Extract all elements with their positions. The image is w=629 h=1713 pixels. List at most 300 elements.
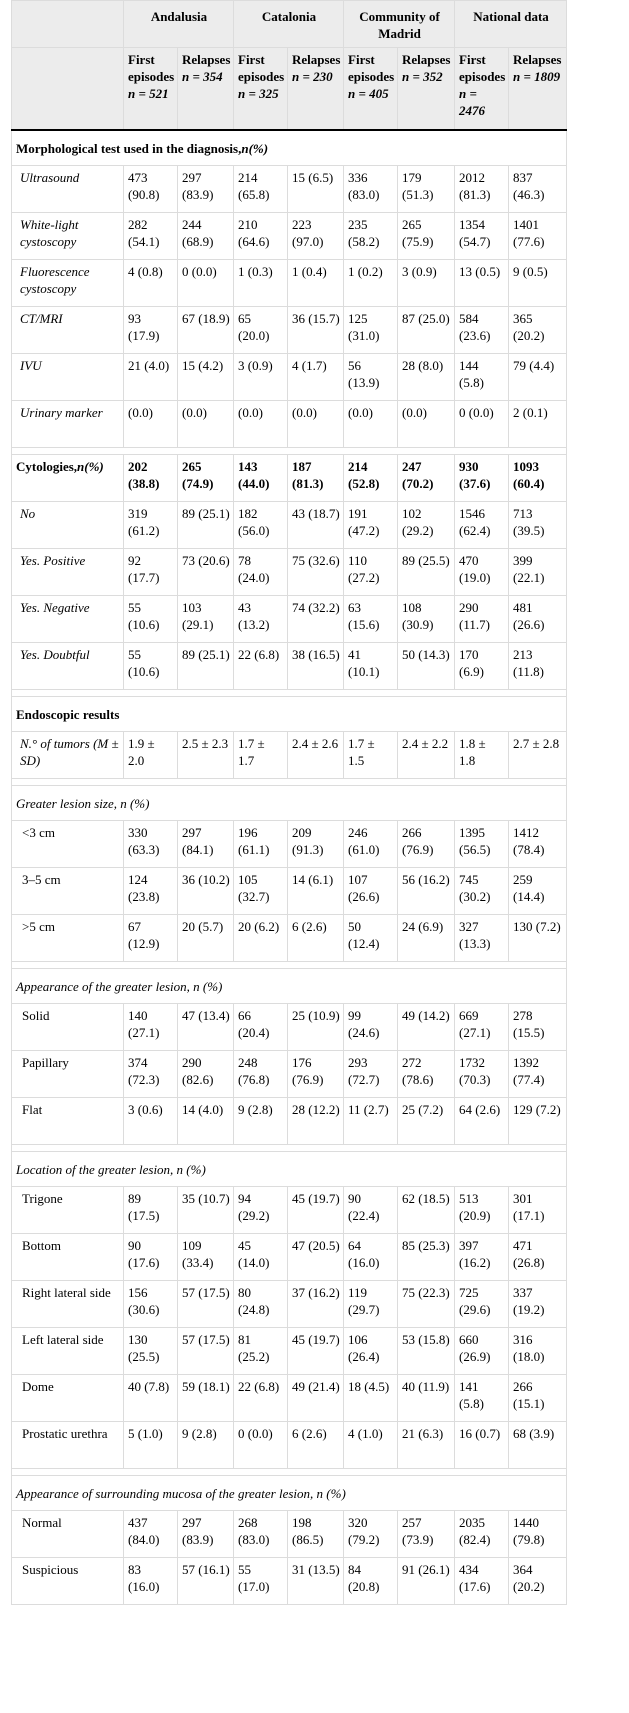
table-cell: 290 (82.6) [178, 1051, 234, 1098]
table-cell: 669 (27.1) [455, 1004, 509, 1051]
table-cell: 2012 (81.3) [455, 166, 509, 213]
table-cell: 3 (0.6) [124, 1098, 178, 1145]
table-cell: 64 (2.6) [455, 1098, 509, 1145]
table-cell: 0 (0.0) [178, 260, 234, 307]
subheader-count: n = 230 [292, 69, 333, 84]
table-cell: 316 (18.0) [509, 1328, 567, 1375]
row-label: Suspicious [12, 1558, 124, 1605]
table-cell: 247 (70.2) [398, 455, 455, 502]
table-cell: 1.8 ± 1.8 [455, 732, 509, 779]
table-cell: 265 (75.9) [398, 213, 455, 260]
subheader-group: Relapses [182, 52, 231, 67]
table-cell: 235 (58.2) [344, 213, 398, 260]
table-cell: 1 (0.2) [344, 260, 398, 307]
table-cell: 67 (12.9) [124, 915, 178, 962]
table-cell: 89 (17.5) [124, 1187, 178, 1234]
table-cell: 89 (25.1) [178, 643, 234, 690]
table-cell: 2.5 ± 2.3 [178, 732, 234, 779]
table-cell: 43 (18.7) [288, 502, 344, 549]
section-label-unit: n(%) [241, 141, 269, 156]
table-cell: 21 (4.0) [124, 354, 178, 401]
subsection-header-row [12, 786, 567, 821]
table-cell: 437 (84.0) [124, 1511, 178, 1558]
table-cell: 297 (83.9) [178, 1511, 234, 1558]
table-cell: 214 (65.8) [234, 166, 288, 213]
table-row [12, 260, 567, 307]
table-cell: 15 (6.5) [288, 166, 344, 213]
table-cell: 11 (2.7) [344, 1098, 398, 1145]
subsection-header-row [12, 1152, 567, 1187]
table-cell: 584 (23.6) [455, 307, 509, 354]
table-cell: 37 (16.2) [288, 1281, 344, 1328]
table-cell: 143 (44.0) [234, 455, 288, 502]
region-header-andalusia: Andalusia [124, 1, 234, 48]
subsection-header-row [12, 1476, 567, 1511]
row-label: White-light cystoscopy [12, 213, 124, 260]
table-cell: 13 (0.5) [455, 260, 509, 307]
table-cell: 364 (20.2) [509, 1558, 567, 1605]
table-row [12, 596, 567, 643]
table-cell: 272 (78.6) [398, 1051, 455, 1098]
table-cell: 57 (17.5) [178, 1328, 234, 1375]
table-row [12, 1051, 567, 1098]
table-cell: 1093 (60.4) [509, 455, 567, 502]
table-cell: 28 (8.0) [398, 354, 455, 401]
table-cell: 2.4 ± 2.2 [398, 732, 455, 779]
table-cell: 327 (13.3) [455, 915, 509, 962]
table-cell: 330 (63.3) [124, 821, 178, 868]
section-label [12, 130, 567, 166]
table-cell: 471 (26.8) [509, 1234, 567, 1281]
section-label [12, 697, 567, 732]
table-cell: 89 (25.5) [398, 549, 455, 596]
table-cell: (0.0) [344, 401, 398, 448]
row-label: CT/MRI [12, 307, 124, 354]
table-cell: 55 (10.6) [124, 643, 178, 690]
subheader-group: Relapses [292, 52, 341, 67]
row-label: IVU [12, 354, 124, 401]
table-cell: 36 (15.7) [288, 307, 344, 354]
table-cell: 297 (84.1) [178, 821, 234, 868]
table-cell: 28 (12.2) [288, 1098, 344, 1145]
spacer-cell [12, 779, 567, 786]
table-cell: 365 (20.2) [509, 307, 567, 354]
table-cell: 1.9 ± 2.0 [124, 732, 178, 779]
table-cell: 94 (29.2) [234, 1187, 288, 1234]
table-cell: 0 (0.0) [455, 401, 509, 448]
spacer-row [12, 962, 567, 969]
header-blank-cell [12, 1, 124, 48]
table-cell: 297 (83.9) [178, 166, 234, 213]
table-cell: 14 (4.0) [178, 1098, 234, 1145]
table-cell: 55 (10.6) [124, 596, 178, 643]
row-label: Flat [12, 1098, 124, 1145]
table-header [12, 1, 567, 131]
table-cell: 196 (61.1) [234, 821, 288, 868]
table-row [12, 1375, 567, 1422]
table-cell: 75 (22.3) [398, 1281, 455, 1328]
table-cell: 397 (16.2) [455, 1234, 509, 1281]
row-label: 3–5 cm [12, 868, 124, 915]
table-cell: 191 (47.2) [344, 502, 398, 549]
table-cell: 214 (52.8) [344, 455, 398, 502]
table-row [12, 166, 567, 213]
section-header-row [12, 130, 567, 166]
table-cell: 45 (14.0) [234, 1234, 288, 1281]
table-cell: 73 (20.6) [178, 549, 234, 596]
subheader-count: n = 405 [348, 86, 389, 101]
table-cell: 20 (5.7) [178, 915, 234, 962]
subheader-cell [288, 48, 344, 131]
row-label: Urinary marker [12, 401, 124, 448]
table-cell: 1 (0.4) [288, 260, 344, 307]
table-cell: 66 (20.4) [234, 1004, 288, 1051]
section-label-text: Endoscopic results [16, 707, 120, 722]
table-cell: 301 (17.1) [509, 1187, 567, 1234]
table-cell: 57 (17.5) [178, 1281, 234, 1328]
region-header-row [12, 1, 567, 48]
table-row [12, 1187, 567, 1234]
subheader-count: n = 352 [402, 69, 443, 84]
table-row [12, 643, 567, 690]
table-cell: 56 (16.2) [398, 868, 455, 915]
table-cell: 399 (22.1) [509, 549, 567, 596]
table-cell: 198 (86.5) [288, 1511, 344, 1558]
table-cell: 49 (14.2) [398, 1004, 455, 1051]
table-cell: 130 (7.2) [509, 915, 567, 962]
table-cell: 36 (10.2) [178, 868, 234, 915]
row-label: Yes. Doubtful [12, 643, 124, 690]
table-cell: 20 (6.2) [234, 915, 288, 962]
subheader-cell [234, 48, 288, 131]
table-cell: 56 (13.9) [344, 354, 398, 401]
table-cell: 725 (29.6) [455, 1281, 509, 1328]
table-cell: 182 (56.0) [234, 502, 288, 549]
table-cell: 268 (83.0) [234, 1511, 288, 1558]
table-cell: 85 (25.3) [398, 1234, 455, 1281]
table-cell: 320 (79.2) [344, 1511, 398, 1558]
table-cell: 248 (76.8) [234, 1051, 288, 1098]
spacer-cell [12, 448, 567, 455]
table-cell: 90 (17.6) [124, 1234, 178, 1281]
table-cell: 6 (2.6) [288, 915, 344, 962]
subheader-cell [398, 48, 455, 131]
row-label: N.° of tumors (M ± SD) [12, 732, 124, 779]
table-cell: 55 (17.0) [234, 1558, 288, 1605]
subheader-count: n = 1809 [513, 69, 561, 84]
subheader-count: n = 2476 [459, 86, 486, 118]
table-cell: 91 (26.1) [398, 1558, 455, 1605]
table-cell: 63 (15.6) [344, 596, 398, 643]
row-label: Bottom [12, 1234, 124, 1281]
table-cell: 1546 (62.4) [455, 502, 509, 549]
row-label: Papillary [12, 1051, 124, 1098]
table-cell: 106 (26.4) [344, 1328, 398, 1375]
table-cell: 103 (29.1) [178, 596, 234, 643]
table-cell: 9 (2.8) [234, 1098, 288, 1145]
table-cell: 108 (30.9) [398, 596, 455, 643]
region-header-national: National data [455, 1, 567, 48]
spacer-row [12, 690, 567, 697]
table-row [12, 1328, 567, 1375]
subheader-count: n = 354 [182, 69, 223, 84]
spacer-cell [12, 1145, 567, 1152]
table-cell: 102 (29.2) [398, 502, 455, 549]
table-cell: 18 (4.5) [344, 1375, 398, 1422]
table-cell: 209 (91.3) [288, 821, 344, 868]
subsection-label: Greater lesion size, n (%) [12, 786, 567, 821]
table-cell: 5 (1.0) [124, 1422, 178, 1469]
section-label [12, 455, 124, 502]
table-cell: 45 (19.7) [288, 1328, 344, 1375]
table-cell: 3 (0.9) [398, 260, 455, 307]
table-cell: 481 (26.6) [509, 596, 567, 643]
table-cell: 1.7 ± 1.5 [344, 732, 398, 779]
table-cell: 1395 (56.5) [455, 821, 509, 868]
row-label: Yes. Positive [12, 549, 124, 596]
subheader-cell [178, 48, 234, 131]
table-cell: 141 (5.8) [455, 1375, 509, 1422]
table-cell: 434 (17.6) [455, 1558, 509, 1605]
table-cell: 59 (18.1) [178, 1375, 234, 1422]
table-cell: 246 (61.0) [344, 821, 398, 868]
table-cell: 187 (81.3) [288, 455, 344, 502]
table-cell: 210 (64.6) [234, 213, 288, 260]
row-label: Trigone [12, 1187, 124, 1234]
table-cell: 170 (6.9) [455, 643, 509, 690]
table-cell: 38 (16.5) [288, 643, 344, 690]
table-cell: 244 (68.9) [178, 213, 234, 260]
table-row [12, 821, 567, 868]
table-cell: 282 (54.1) [124, 213, 178, 260]
table-row [12, 549, 567, 596]
table-cell: 278 (15.5) [509, 1004, 567, 1051]
table-row [12, 732, 567, 779]
table-cell: 336 (83.0) [344, 166, 398, 213]
table-cell: 45 (19.7) [288, 1187, 344, 1234]
row-label: Right lateral side [12, 1281, 124, 1328]
table-cell: 65 (20.0) [234, 307, 288, 354]
table-cell: 64 (16.0) [344, 1234, 398, 1281]
table-cell: 109 (33.4) [178, 1234, 234, 1281]
table-cell: 50 (12.4) [344, 915, 398, 962]
table-cell: 1354 (54.7) [455, 213, 509, 260]
table-cell: 74 (32.2) [288, 596, 344, 643]
row-label: Fluorescence cystoscopy [12, 260, 124, 307]
table-cell: 2035 (82.4) [455, 1511, 509, 1558]
table-cell: 40 (11.9) [398, 1375, 455, 1422]
table-cell: 837 (46.3) [509, 166, 567, 213]
subsection-label: Appearance of surrounding mucosa of the greater lesion, n (%) [12, 1476, 567, 1511]
subheader-count: n = 325 [238, 86, 279, 101]
table-cell: 179 (51.3) [398, 166, 455, 213]
table-cell: 93 (17.9) [124, 307, 178, 354]
table-row [12, 1234, 567, 1281]
subsection-label: Appearance of the greater lesion, n (%) [12, 969, 567, 1004]
table-cell: 75 (32.6) [288, 549, 344, 596]
table-cell: 129 (7.2) [509, 1098, 567, 1145]
subheader-cell [455, 48, 509, 131]
table-cell: 16 (0.7) [455, 1422, 509, 1469]
table-cell: 24 (6.9) [398, 915, 455, 962]
table-row [12, 868, 567, 915]
table-cell: 374 (72.3) [124, 1051, 178, 1098]
table-cell: 90 (22.4) [344, 1187, 398, 1234]
table-cell: 4 (1.7) [288, 354, 344, 401]
subheader-blank-cell [12, 48, 124, 131]
region-header-madrid: Community of Madrid [344, 1, 455, 48]
table-body [12, 130, 567, 1605]
row-label: Yes. Negative [12, 596, 124, 643]
subheader-group: Relapses [513, 52, 562, 67]
spacer-cell [12, 690, 567, 697]
subsection-header-row [12, 969, 567, 1004]
section-label-unit: n(%) [77, 459, 104, 474]
table-cell: 1 (0.3) [234, 260, 288, 307]
table-cell: 89 (25.1) [178, 502, 234, 549]
table-row [12, 1004, 567, 1051]
table-row [12, 455, 567, 502]
row-label: Normal [12, 1511, 124, 1558]
table-cell: 513 (20.9) [455, 1187, 509, 1234]
table-cell: 21 (6.3) [398, 1422, 455, 1469]
table-cell: (0.0) [234, 401, 288, 448]
table-cell: 0 (0.0) [234, 1422, 288, 1469]
subheader-cell [509, 48, 567, 131]
spacer-row [12, 1145, 567, 1152]
table-cell: 223 (97.0) [288, 213, 344, 260]
table-cell: 2 (0.1) [509, 401, 567, 448]
spacer-cell [12, 962, 567, 969]
table-cell: 49 (21.4) [288, 1375, 344, 1422]
table-cell: 25 (7.2) [398, 1098, 455, 1145]
table-cell: 9 (0.5) [509, 260, 567, 307]
subheader-group: First episodes [459, 52, 506, 84]
table-cell: 105 (32.7) [234, 868, 288, 915]
table-cell: 119 (29.7) [344, 1281, 398, 1328]
table-cell: 81 (25.2) [234, 1328, 288, 1375]
table-cell: 473 (90.8) [124, 166, 178, 213]
table-cell: 1440 (79.8) [509, 1511, 567, 1558]
subheader-group: Relapses [402, 52, 451, 67]
table-row [12, 1511, 567, 1558]
table-cell: 266 (76.9) [398, 821, 455, 868]
table-cell: 290 (11.7) [455, 596, 509, 643]
table-cell: 470 (19.0) [455, 549, 509, 596]
spacer-row [12, 1469, 567, 1476]
table-row [12, 307, 567, 354]
table-cell: 22 (6.8) [234, 643, 288, 690]
table-cell: 713 (39.5) [509, 502, 567, 549]
table-cell: 22 (6.8) [234, 1375, 288, 1422]
table-cell: 1392 (77.4) [509, 1051, 567, 1098]
table-row [12, 502, 567, 549]
table-row [12, 1098, 567, 1145]
table-cell: (0.0) [288, 401, 344, 448]
subheader-cell [344, 48, 398, 131]
table-cell: 2.7 ± 2.8 [509, 732, 567, 779]
table-cell: 213 (11.8) [509, 643, 567, 690]
region-header-catalonia: Catalonia [234, 1, 344, 48]
table-cell: 130 (25.5) [124, 1328, 178, 1375]
row-label: Prostatic urethra [12, 1422, 124, 1469]
table-cell: 92 (17.7) [124, 549, 178, 596]
table-cell: 67 (18.9) [178, 307, 234, 354]
table-cell: 140 (27.1) [124, 1004, 178, 1051]
table-row [12, 1558, 567, 1605]
table-cell: 43 (13.2) [234, 596, 288, 643]
table-row [12, 915, 567, 962]
table-cell: 87 (25.0) [398, 307, 455, 354]
table-cell: 1412 (78.4) [509, 821, 567, 868]
table-cell: 1401 (77.6) [509, 213, 567, 260]
table-cell: 202 (38.8) [124, 455, 178, 502]
table-cell: 3 (0.9) [234, 354, 288, 401]
subheader-count: n = 521 [128, 86, 169, 101]
table-cell: 15 (4.2) [178, 354, 234, 401]
table-cell: 124 (23.8) [124, 868, 178, 915]
table-row [12, 1422, 567, 1469]
table-cell: 40 (7.8) [124, 1375, 178, 1422]
table-cell: 176 (76.9) [288, 1051, 344, 1098]
row-label: >5 cm [12, 915, 124, 962]
table-row [12, 401, 567, 448]
table-cell: 47 (13.4) [178, 1004, 234, 1051]
table-cell: 266 (15.1) [509, 1375, 567, 1422]
table-cell: 47 (20.5) [288, 1234, 344, 1281]
table-cell: 4 (1.0) [344, 1422, 398, 1469]
table-cell: 62 (18.5) [398, 1187, 455, 1234]
table-cell: 257 (73.9) [398, 1511, 455, 1558]
subheader-group: First episodes [348, 52, 395, 84]
table-cell: (0.0) [178, 401, 234, 448]
table-cell: 68 (3.9) [509, 1422, 567, 1469]
table-cell: (0.0) [398, 401, 455, 448]
table-cell: 99 (24.6) [344, 1004, 398, 1051]
table-cell: 4 (0.8) [124, 260, 178, 307]
section-label-text: Cytologies, [16, 459, 78, 474]
spacer-row [12, 448, 567, 455]
table-cell: (0.0) [124, 401, 178, 448]
table-cell: 2.4 ± 2.6 [288, 732, 344, 779]
section-label-text: Morphological test used in the diagnosis, [16, 141, 242, 156]
table-cell: 53 (15.8) [398, 1328, 455, 1375]
table-cell: 1.7 ± 1.7 [234, 732, 288, 779]
table-cell: 80 (24.8) [234, 1281, 288, 1328]
subsection-label: Location of the greater lesion, n (%) [12, 1152, 567, 1187]
spacer-row [12, 779, 567, 786]
subheader-cell [124, 48, 178, 131]
table-row [12, 213, 567, 260]
table-row [12, 1281, 567, 1328]
row-label: Dome [12, 1375, 124, 1422]
table-cell: 84 (20.8) [344, 1558, 398, 1605]
row-label: No [12, 502, 124, 549]
table-cell: 31 (13.5) [288, 1558, 344, 1605]
table-row [12, 354, 567, 401]
table-cell: 337 (19.2) [509, 1281, 567, 1328]
row-label: Solid [12, 1004, 124, 1051]
table-cell: 35 (10.7) [178, 1187, 234, 1234]
table-cell: 79 (4.4) [509, 354, 567, 401]
table-cell: 25 (10.9) [288, 1004, 344, 1051]
row-label: Ultrasound [12, 166, 124, 213]
spacer-cell [12, 1469, 567, 1476]
subheader-group: First episodes [238, 52, 285, 84]
table-cell: 319 (61.2) [124, 502, 178, 549]
row-label: <3 cm [12, 821, 124, 868]
table-cell: 14 (6.1) [288, 868, 344, 915]
